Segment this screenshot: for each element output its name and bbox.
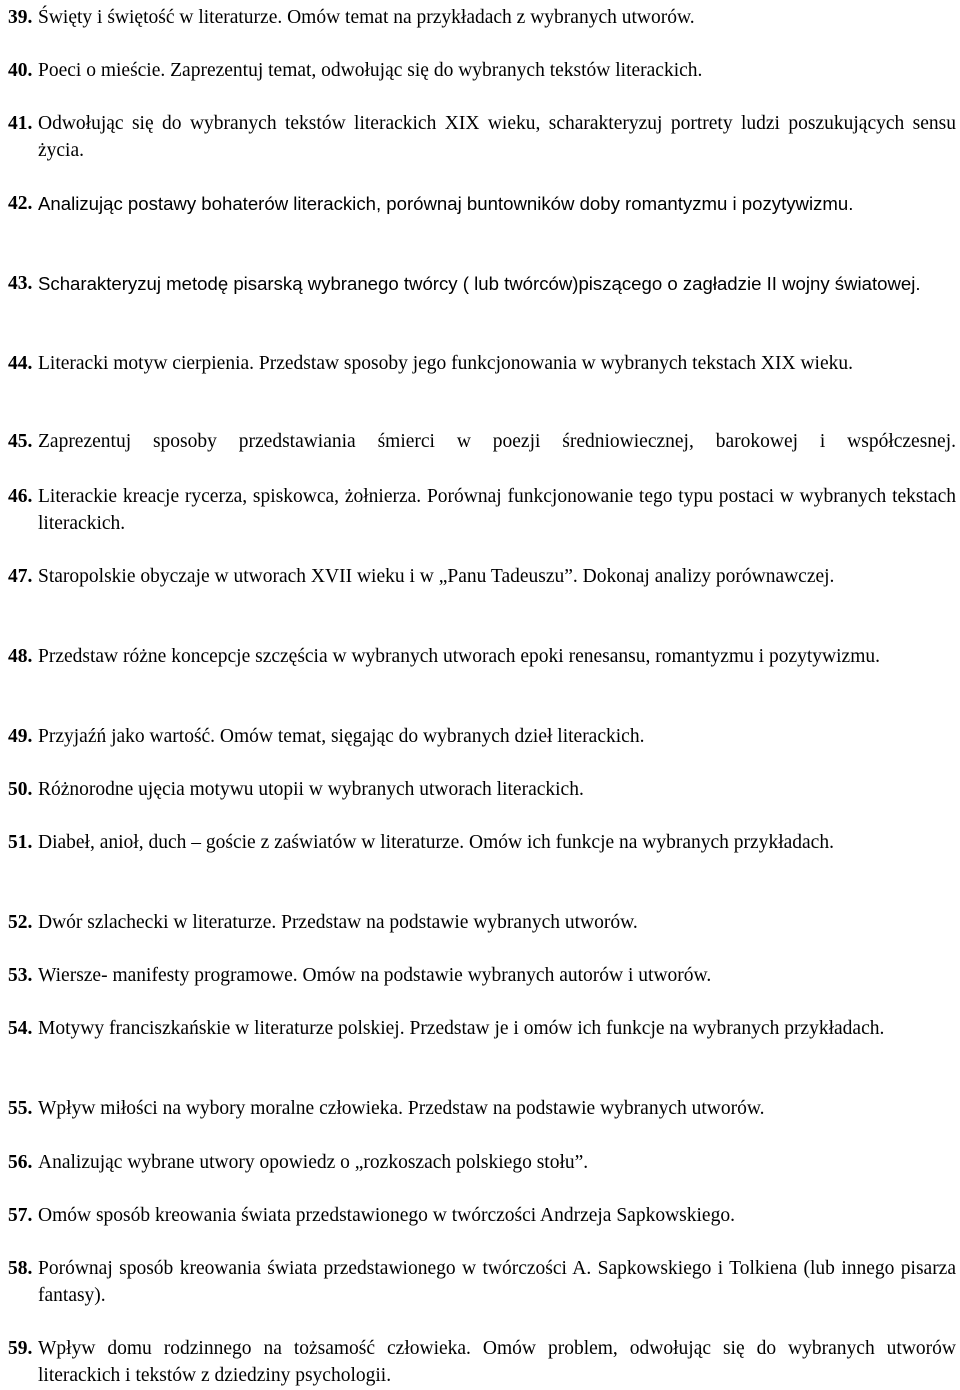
item-number: 46. [8,486,33,507]
list-item [8,350,956,377]
item-text: Porównaj sposób kreowania świata przedstawionego w twórczości A. Sapkowskiego i Tolkiena (lub innego pisarza fantasy). [38,1258,956,1306]
item-number: 47. [8,566,33,587]
list-item [8,270,956,297]
list-item [8,829,956,856]
item-number: 54. [8,1018,33,1039]
item-text: Poeci o mieście. Zaprezentuj temat, odwołując się do wybranych tekstów literackich. [38,60,703,81]
item-number: 51. [8,832,33,853]
item-number: 53. [8,965,33,986]
item-number: 49. [8,726,33,747]
item-text: Wpływ domu rodzinnego na tożsamość człowieka. Omów problem, odwołując się do wybranych utworów literackich i tekstów z dziedziny psychologii. [38,1338,956,1386]
list-item [8,643,956,670]
list-item [8,1095,956,1122]
item-text: Scharakteryzuj metodę pisarską wybranego twórcy ( lub twórców)piszącego o zagładzie II wojny światowej. [38,273,921,294]
item-text: Odwołując się do wybranych tekstów literackich XIX wieku, scharakteryzuj portrety ludzi poszukujących sensu życia. [38,113,956,161]
item-number: 41. [8,113,33,134]
item-number: 45. [8,431,33,452]
list-item [8,1202,956,1229]
item-text: Omów sposób kreowania świata przedstawionego w twórczości Andrzeja Sapkowskiego. [38,1205,735,1226]
item-number: 50. [8,779,33,800]
item-text: Przyjaźń jako wartość. Omów temat, sięgając do wybranych dzieł literackich. [38,726,645,747]
item-text: Literacki motyw cierpienia. Przedstaw sposoby jego funkcjonowania w wybranych tekstach XIX wieku. [38,353,853,374]
item-number: 44. [8,353,33,374]
list-item [8,1255,956,1309]
item-text: Wiersze- manifesty programowe. Omów na podstawie wybranych autorów i utworów. [38,965,712,986]
item-text: Staropolskie obyczaje w utworach XVII wieku i w „Panu Tadeuszu”. Dokonaj analizy porównawczej. [38,566,835,587]
item-text: Święty i świętość w literaturze. Omów temat na przykładach z wybranych utworów. [38,7,695,28]
item-text: Dwór szlachecki w literaturze. Przedstaw na podstawie wybranych utworów. [38,912,638,933]
item-number: 58. [8,1258,33,1279]
list-item [8,962,956,989]
list-item [8,483,956,537]
list-item [8,1335,956,1389]
item-number: 59. [8,1338,33,1359]
item-number: 42. [8,193,33,214]
list-item [8,190,956,217]
item-text: Zaprezentuj sposoby przedstawiania śmierci w poezji średniowiecznej, barokowej i współczesnej. [38,431,956,452]
item-number: 57. [8,1205,33,1226]
item-number: 52. [8,912,33,933]
item-number: 39. [8,7,33,28]
item-number: 56. [8,1152,33,1173]
list-item [8,909,956,936]
item-text: Analizując postawy bohaterów literackich, porównaj buntowników doby romantyzmu i pozytywizmu. [38,193,854,214]
item-text: Przedstaw różne koncepcje szczęścia w wybranych utworach epoki renesansu, romantyzmu i pozytywizmu. [38,646,880,667]
list-item [8,723,956,750]
list-item [8,110,956,164]
list-item [8,776,956,803]
item-number: 40. [8,60,33,81]
list-item [8,4,956,31]
item-number: 48. [8,646,33,667]
item-number: 43. [8,273,33,294]
item-text: Motywy franciszkańskie w literaturze polskiej. Przedstaw je i omów ich funkcje na wybranych przykładach. [38,1018,885,1039]
item-text: Wpływ miłości na wybory moralne człowieka. Przedstaw na podstawie wybranych utworów. [38,1098,765,1119]
item-text: Literackie kreacje rycerza, spiskowca, żołnierza. Porównaj funkcjonowanie tego typu postaci w wybranych tekstach literackich. [38,486,956,534]
item-text: Różnorodne ujęcia motywu utopii w wybranych utworach literackich. [38,779,584,800]
item-number: 55. [8,1098,33,1119]
list-item [8,563,956,590]
list-item [8,1149,956,1176]
list-item [8,57,956,84]
list-item [8,1015,956,1042]
item-text: Diabeł, anioł, duch – goście z zaświatów w literaturze. Omów ich funkcje na wybranych przykładach. [38,832,834,853]
list-item [8,428,956,455]
item-text: Analizując wybrane utwory opowiedz o „rozkoszach polskiego stołu”. [38,1152,589,1173]
